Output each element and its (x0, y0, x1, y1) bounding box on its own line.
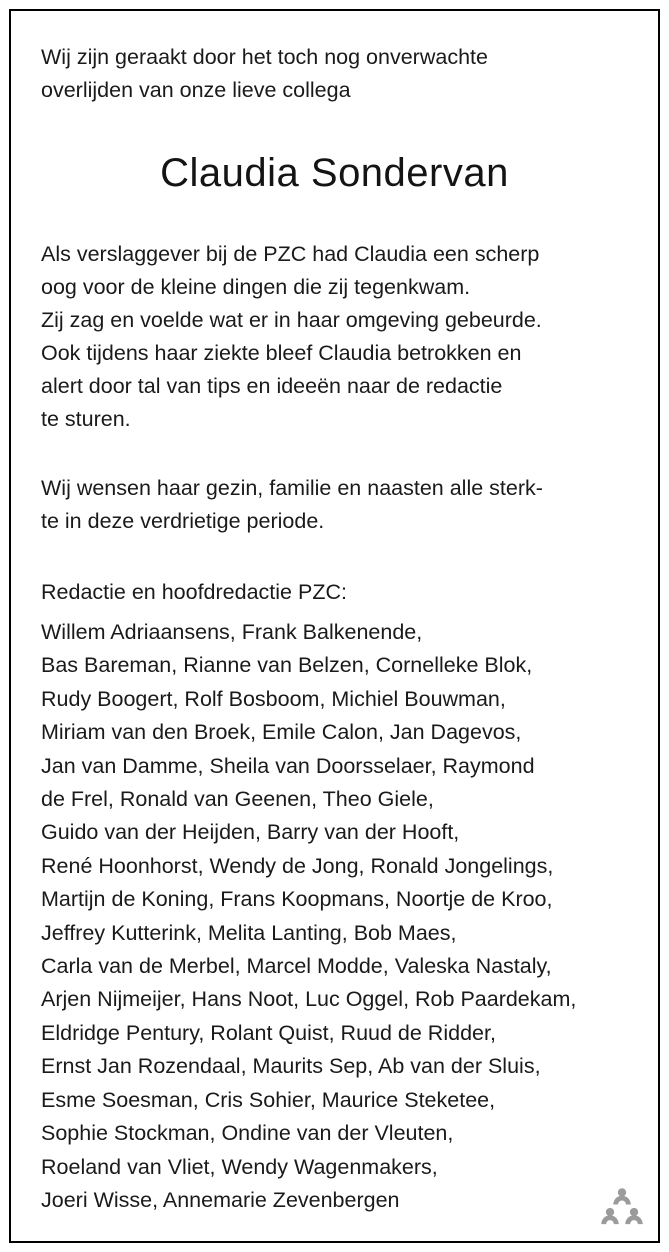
names-list: Willem Adriaansens, Frank Balkenende, Bas Bareman, Rianne van Belzen, Cornelleke Blok, Rudy Boogert, Rolf Bosboom, Michiel Bouwman, Miriam van den Broek, Emile Calon, Jan Dagevos, Jan van Damme, Sheila van Doorsselaer, Raymond de Frel, Ronald van Geenen, Theo Giele, Guido van der Heijden, Barry van der Hooft, René Hoonhorst, Wendy de Jong, Ronald Jongelings, Martijn de Koning, Frans Koopmans, Noortje de Kroo, Jeffrey Kutterink, Melita Lanting, Bob Maes, Carla van de Merbel, Marcel Modde, Valeska Nastaly, Arjen Nijmeijer, Hans Noot, Luc Oggel, Rob Paardekam, Eldridge Pentury, Rolant Quist, Ruud de Ridder, Ernst Jan Rozendaal, Maurits Sep, Ab van der Sluis, Esme Soesman, Cris Sohier, Maurice Steketee, Sophie Stockman, Ondine van der Vleuten, Roeland van Vliet, Wendy Wagenmakers, Joeri Wisse, Annemarie Zevenbergen (41, 620, 577, 1212)
signature-heading: Redactie en hoofdredactie PZC: (41, 580, 347, 604)
obituary-border-frame (9, 9, 660, 1243)
memorial-body-text: Als verslaggever bij de PZC had Claudia een scherp oog voor de kleine dingen die zij tegenkwam. Zij zag en voelde wat er in haar omgeving gebeurde. Ook tijdens haar ziekte bleef Claudia betrokken en alert door tal van tips en ideeën naar de redactie te sturen. (41, 242, 542, 431)
intro-text: Wij zijn geraakt door het toch nog onverwachte overlijden van onze lieve collega (41, 45, 488, 102)
condolence-text: Wij wensen haar gezin, familie en naasten alle sterk- te in deze verdrietige periode. (41, 476, 543, 533)
people-group-icon (598, 1187, 646, 1235)
deceased-name: Claudia Sondervan (160, 151, 509, 195)
